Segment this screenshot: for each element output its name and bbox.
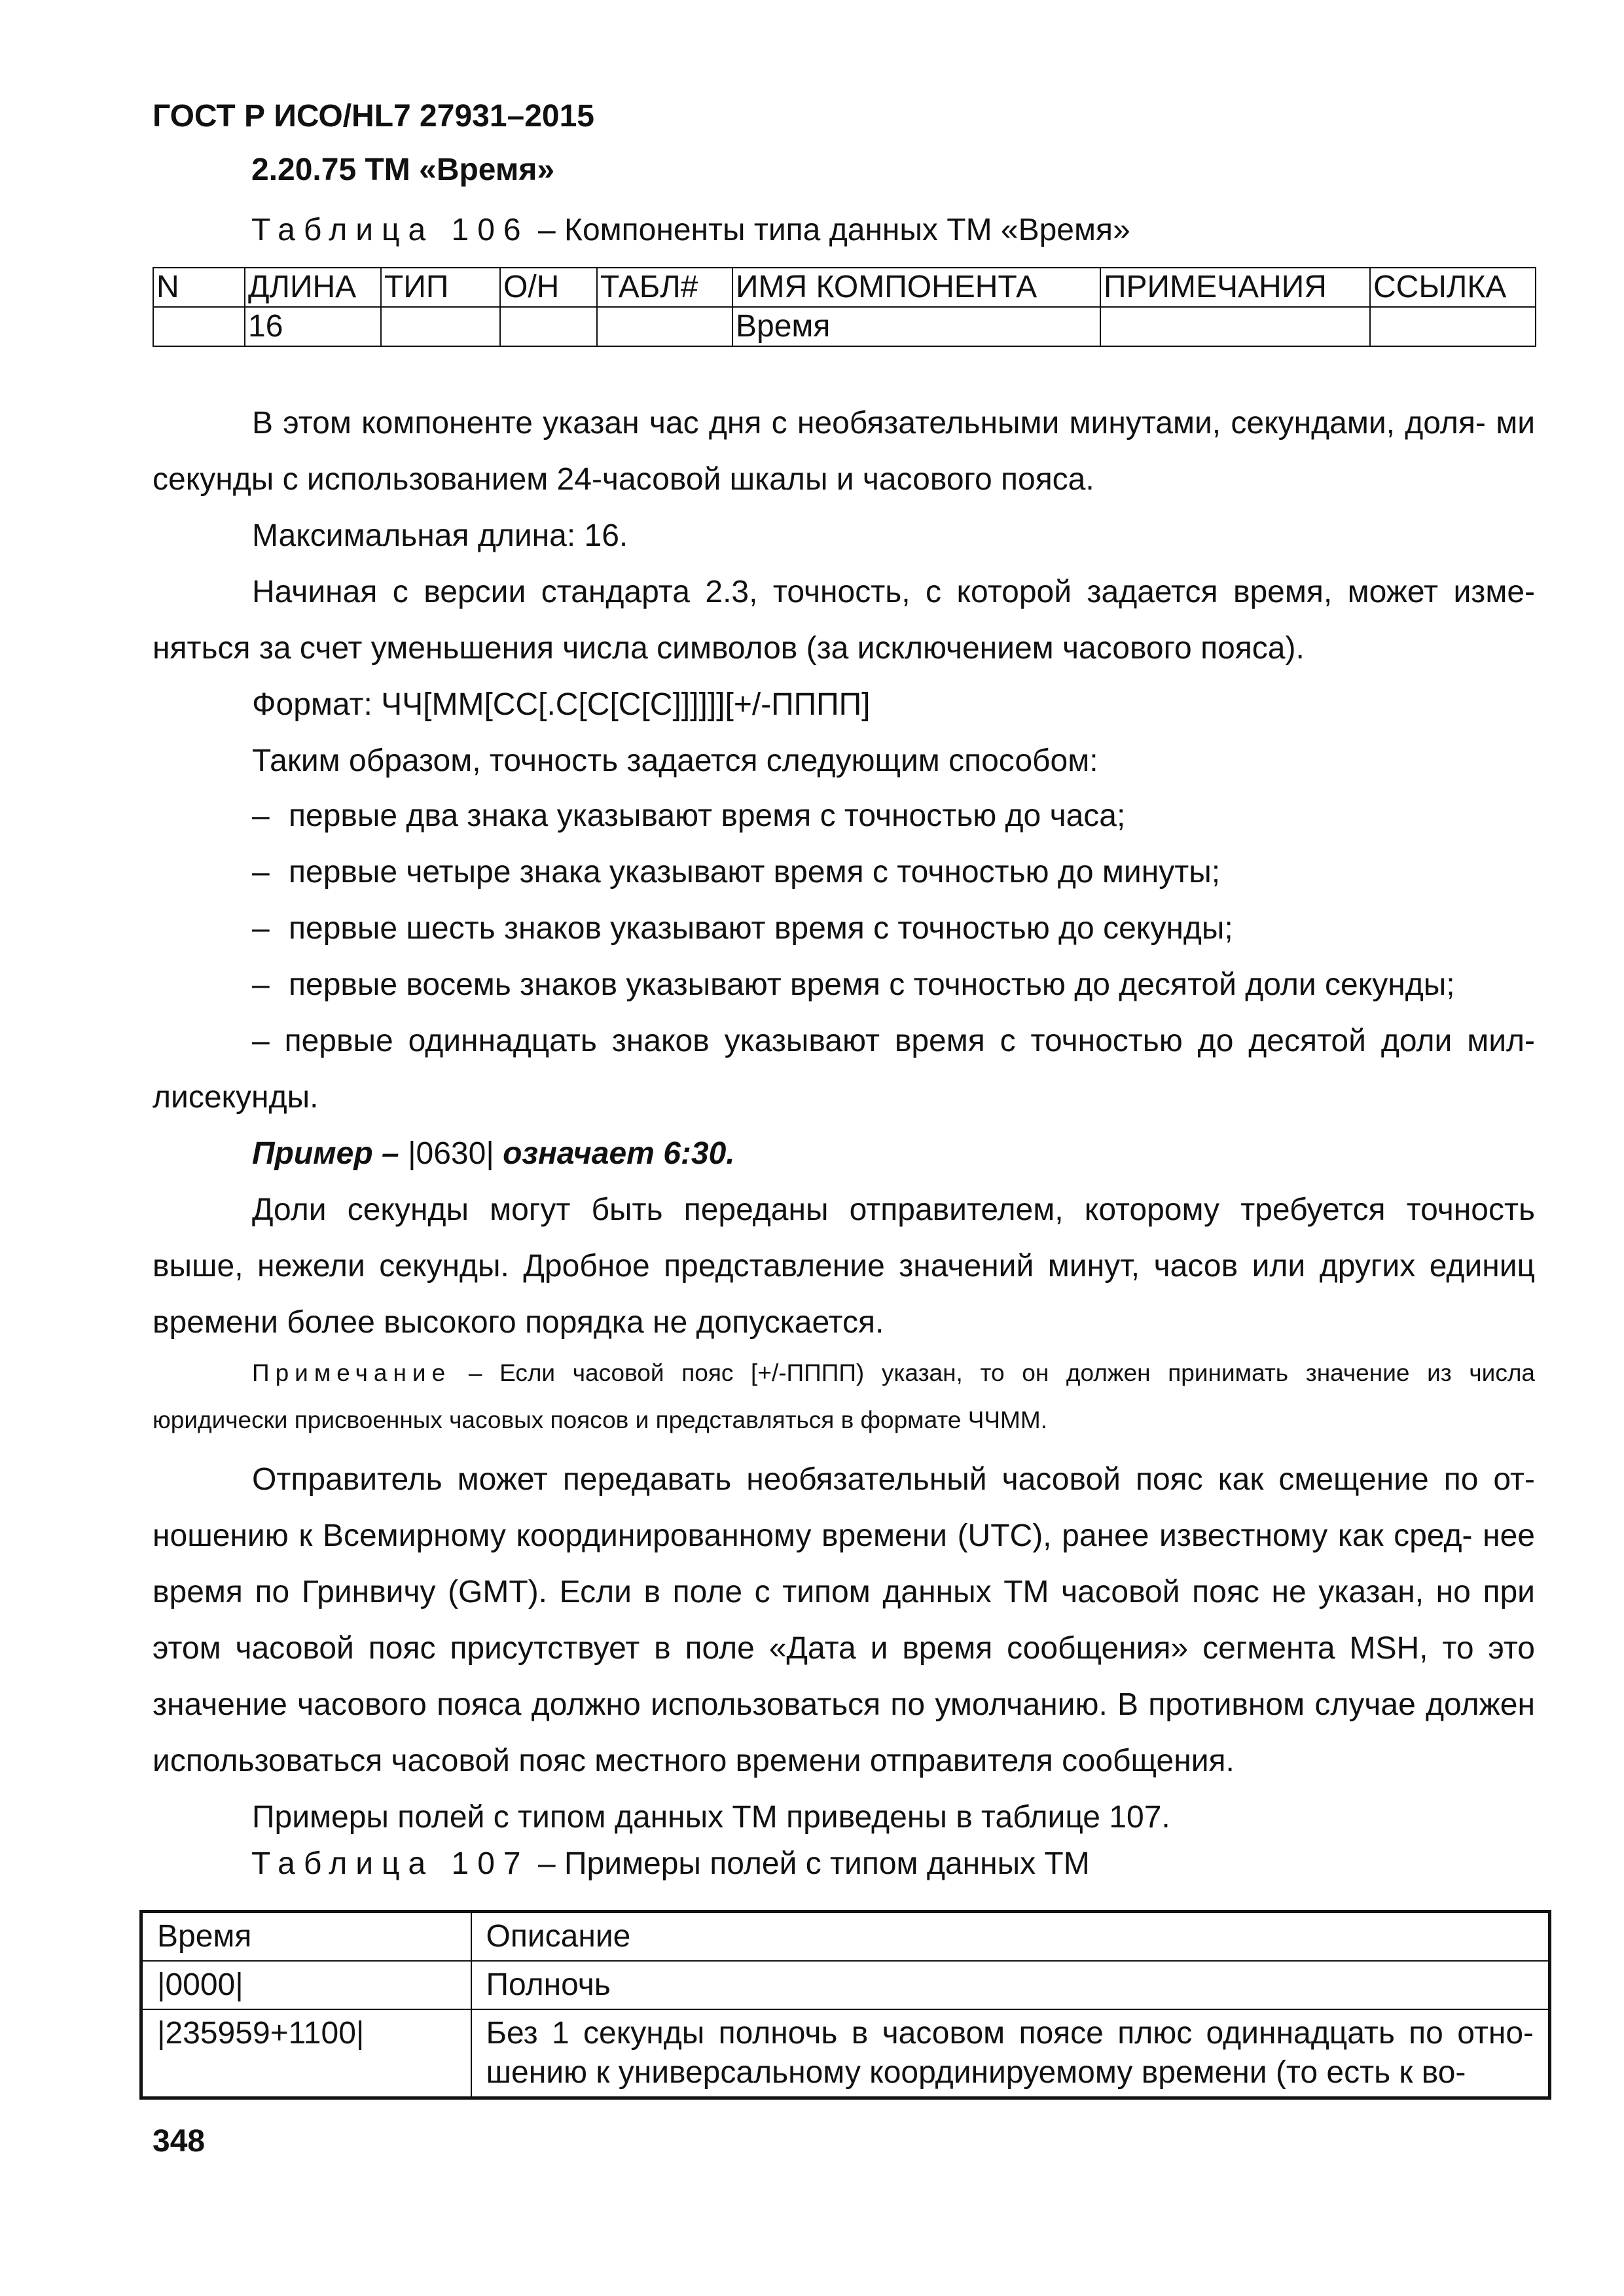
list-item-text: первые четыре знака указывают время с точностью до минуты; <box>289 855 1221 889</box>
table-row <box>141 1961 1550 2009</box>
table-cell: Время <box>732 307 1100 346</box>
table-cell <box>381 307 500 346</box>
format-line: Формат: ЧЧ[ММ[СС[.С[С[С[С]]]]]][+/-ПППП] <box>252 687 871 722</box>
dash-bullet: – <box>252 855 270 889</box>
table-107-caption-label: Таблица 107 <box>251 1846 530 1881</box>
table-106 <box>153 267 1536 347</box>
list-item-text: первые восемь знаков указывают время с точностью до десятой доли секунды; <box>289 967 1455 1002</box>
list-item <box>153 1013 1535 1126</box>
dash-bullet: – <box>252 1024 270 1058</box>
table-cell <box>1100 307 1370 346</box>
table-cell <box>597 307 732 346</box>
list-item-text: первые шесть знаков указывают время с точностью до секунды; <box>289 911 1233 946</box>
body-text <box>153 395 1535 789</box>
paragraph: Таким образом, точность задается следующим способом: <box>252 744 1098 778</box>
table-cell <box>1370 307 1536 346</box>
list-item <box>252 844 1535 901</box>
dash-bullet: – <box>252 967 270 1002</box>
table-header-cell: Описание <box>471 1912 1550 1962</box>
table-row <box>141 2009 1550 2098</box>
paragraph: Доли секунды могут быть переданы отправителем, которому требуется точность выше, нежели секунды. Дробное представление значений минут, часов или других единиц времени более высокого порядка не допускается. <box>153 1193 1535 1340</box>
table-cell: |0000| <box>141 1961 471 2009</box>
example-label: Пример – <box>252 1136 399 1171</box>
table-106-caption-text: – Компоненты типа данных ТМ «Время» <box>537 213 1130 247</box>
body-text-3 <box>153 1452 1535 1846</box>
table-header-cell: ТИП <box>381 268 500 307</box>
paragraph: Примеры полей с типом данных ТМ приведены в таблице 107. <box>252 1800 1170 1835</box>
paragraph: Отправитель может передавать необязательный часовой пояс как смещение по от- ношению к Всемирному координированному времени (UTC), ранее известному как сред- нее время по Гринвичу (GMT). Если в поле с типом данных ТМ часовой пояс не указан, но при этом часовой пояс присутствует в поле «Дата и время сообщения» сегмента MSH, то это значение часового пояса должно использоваться по умолчанию. В противном случае должен использоваться часовой пояс местного времени отправителя сообщения. <box>153 1462 1535 1778</box>
document-header: ГОСТ Р ИСО/HL7 27931–2015 <box>153 99 594 134</box>
table-header-cell: Время <box>141 1912 471 1962</box>
table-header-cell: ДЛИНА <box>245 268 381 307</box>
table-cell: 16 <box>245 307 381 346</box>
table-107-caption <box>251 1846 1090 1882</box>
table-header-cell: О/Н <box>500 268 597 307</box>
paragraph: Начиная с версии стандарта 2.3, точность, с которой задается время, может изме- няться за счет уменьшения числа символов (за исключением часового пояса). <box>153 575 1535 666</box>
table-header-cell: ТАБЛ# <box>597 268 732 307</box>
table-cell: Полночь <box>471 1961 1550 2009</box>
table-107 <box>139 1910 1551 2100</box>
list-item <box>252 957 1535 1013</box>
dash-bullet: – <box>252 798 270 833</box>
precision-list <box>252 788 1535 1013</box>
table-header-cell: ПРИМЕЧАНИЯ <box>1100 268 1370 307</box>
dash-bullet: – <box>252 911 270 946</box>
table-107-caption-text: – Примеры полей с типом данных ТМ <box>537 1846 1090 1881</box>
note <box>153 1350 1535 1444</box>
table-cell <box>500 307 597 346</box>
page-number: 348 <box>153 2124 206 2159</box>
example-code: |0630| <box>408 1136 494 1171</box>
table-row <box>153 307 1536 346</box>
table-106-caption-label: Таблица 106 <box>251 213 530 247</box>
table-header-row <box>153 268 1536 307</box>
example-text: означает 6:30. <box>503 1136 735 1171</box>
table-cell <box>153 307 245 346</box>
paragraph: В этом компоненте указан час дня с необязательными минутами, секундами, доля- ми секунды с использованием 24-часовой шкалы и часового пояса. <box>153 406 1535 497</box>
table-106-caption <box>251 212 1130 248</box>
list-item-last <box>153 1013 1535 1126</box>
example <box>153 1126 1535 1182</box>
table-cell: |235959+1100| <box>141 2009 471 2098</box>
note-block <box>153 1350 1535 1444</box>
list-item-text: первые одиннадцать знаков указывают время с точностью до десятой доли мил- лисекунды. <box>153 1024 1535 1115</box>
paragraph: Максимальная длина: 16. <box>252 518 628 553</box>
note-label: Примечание <box>252 1359 452 1386</box>
body-text-2 <box>153 1126 1535 1351</box>
list-item <box>252 901 1535 957</box>
list-item-text: первые два знака указывают время с точностью до часа; <box>289 798 1126 833</box>
table-header-cell: ССЫЛКА <box>1370 268 1536 307</box>
list-item <box>252 788 1535 844</box>
note-text: – Если часовой пояс [+/-ПППП) указан, то он должен принимать значение из числа юридически присвоенных часовых поясов и представляться в формате ЧЧММ. <box>153 1359 1535 1433</box>
section-title: 2.20.75 TM «Время» <box>251 152 555 187</box>
table-header-row <box>141 1912 1550 1962</box>
table-header-cell: ИМЯ КОМПОНЕНТА <box>732 268 1100 307</box>
table-cell: Без 1 секунды полночь в часовом поясе плюс одиннадцать по отно- шению к универсальному координируемому времени (то есть к во- <box>471 2009 1550 2098</box>
table-header-cell: N <box>153 268 245 307</box>
